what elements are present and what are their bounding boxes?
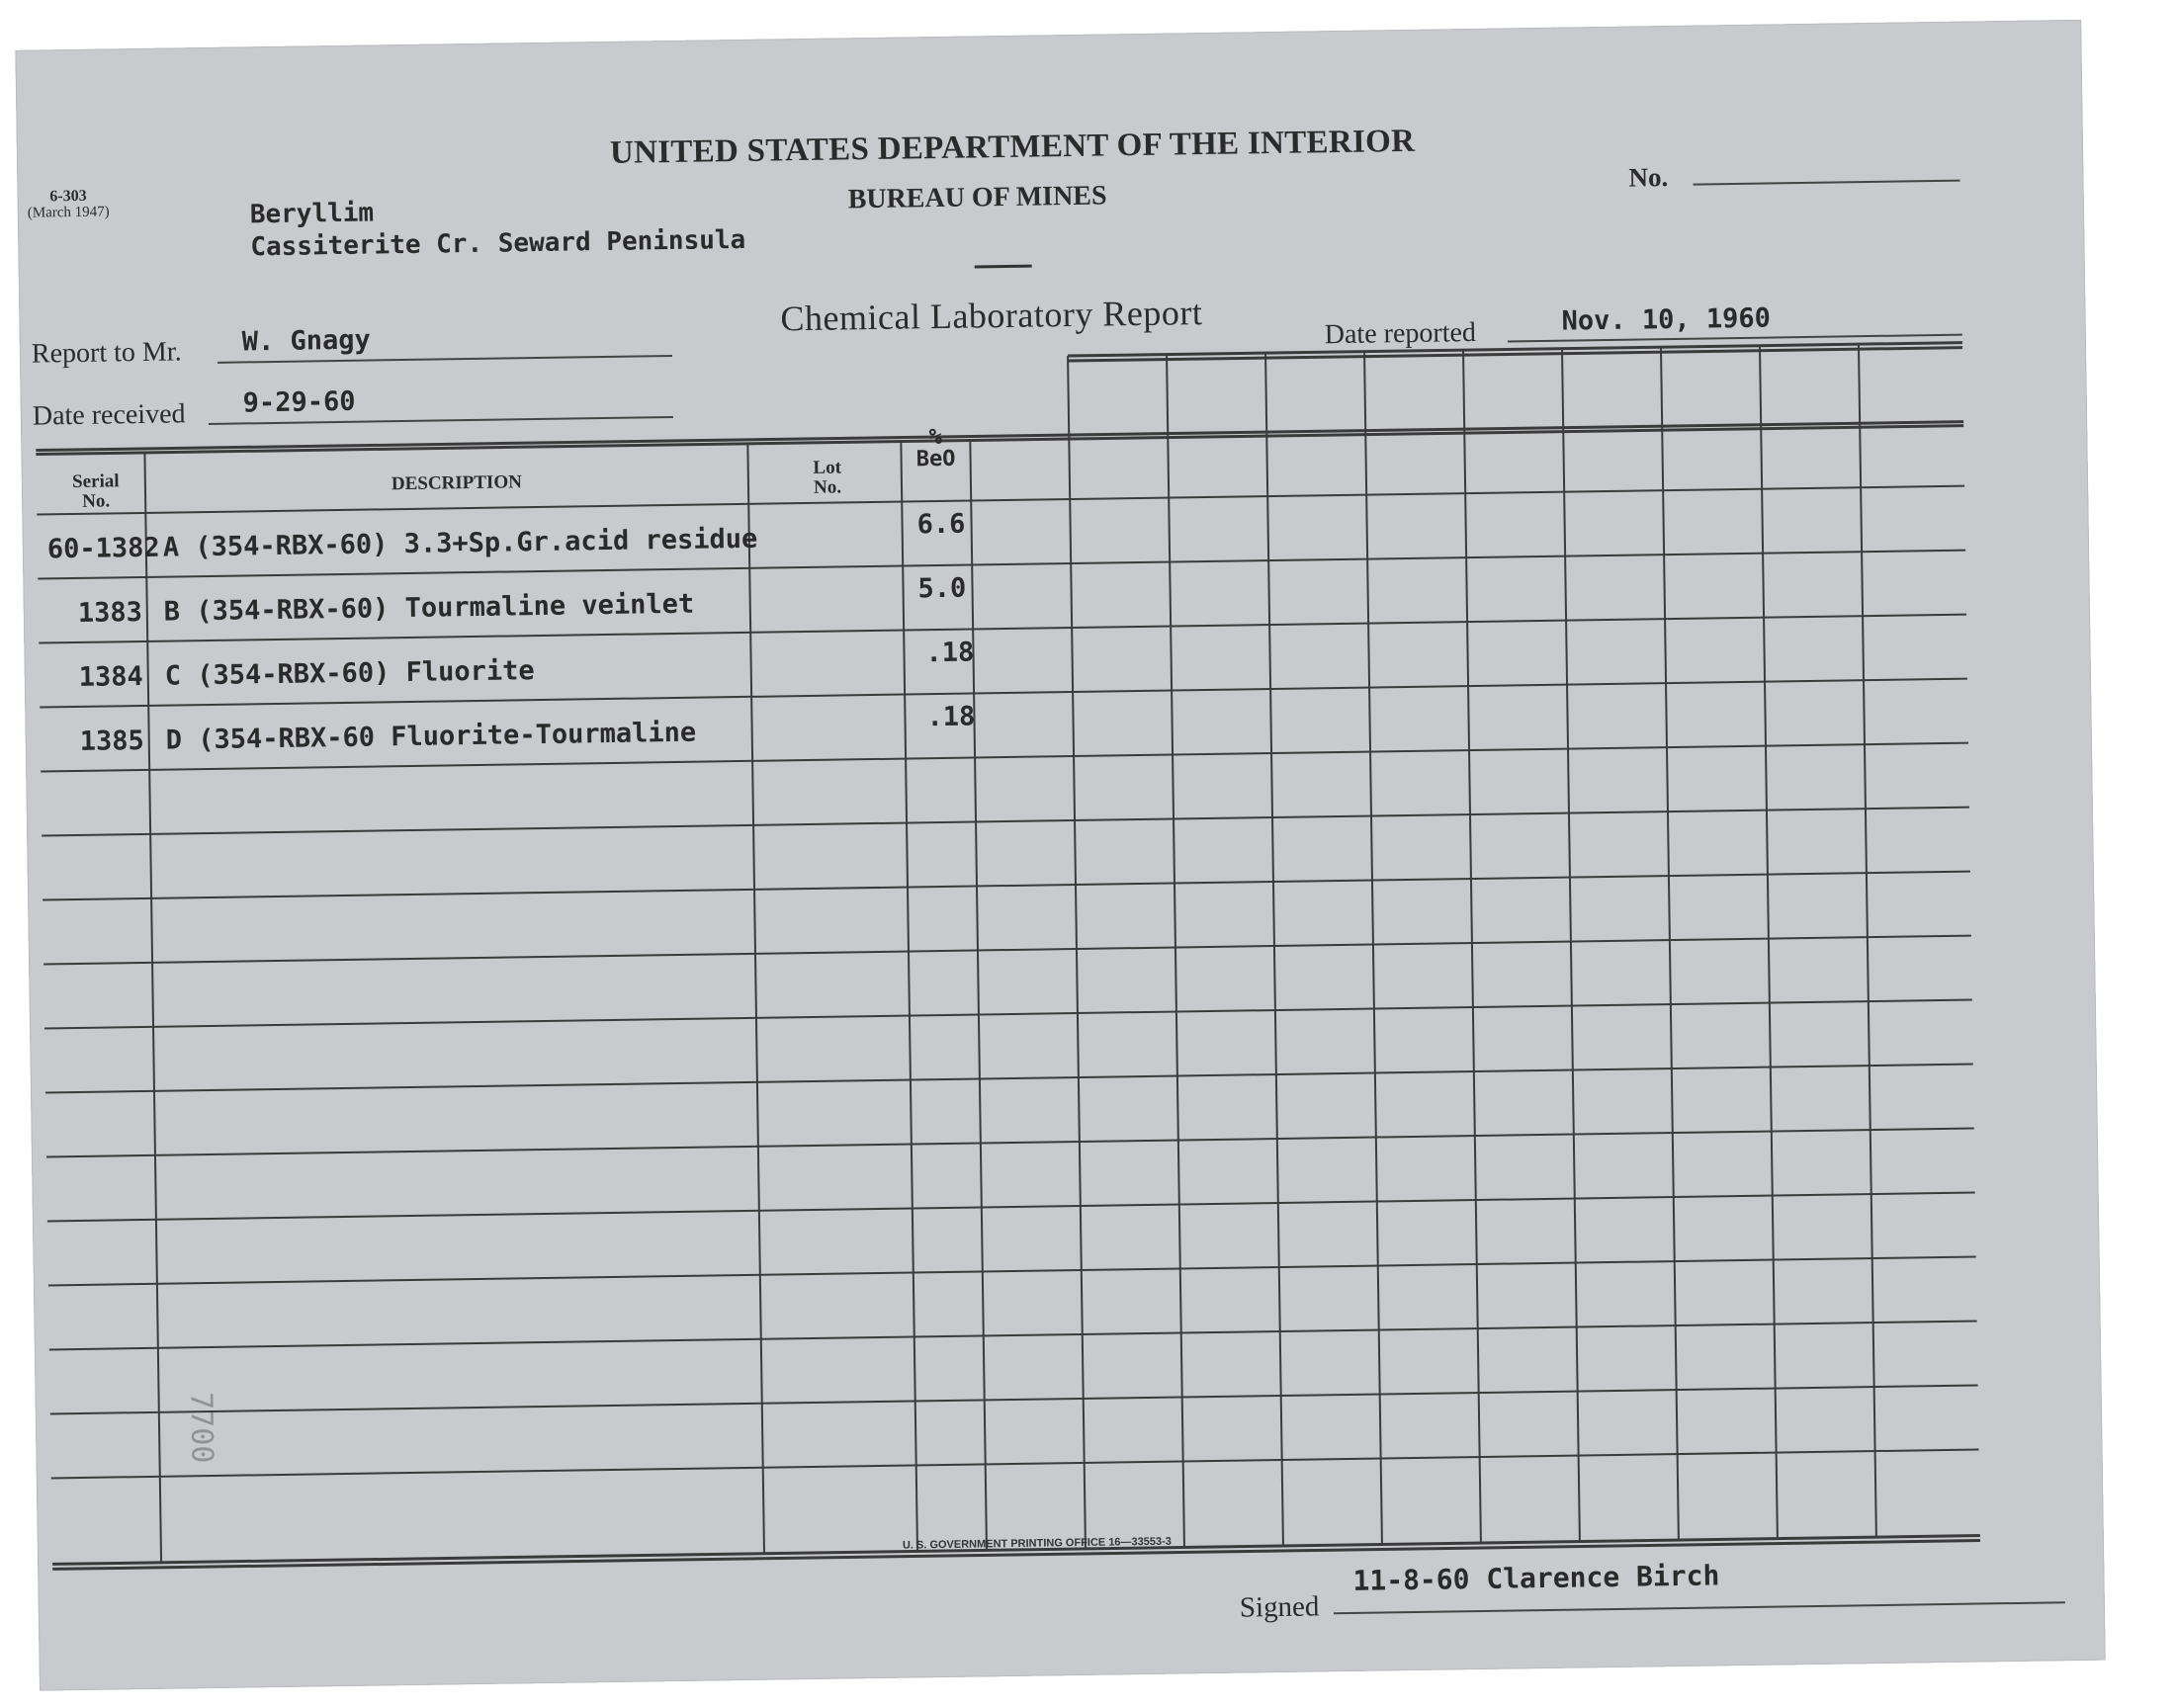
row-3-serial: 1384: [78, 660, 144, 693]
header-serial-no: Serial No.: [71, 470, 120, 512]
row-4-serial: 1385: [79, 725, 144, 757]
signed-label: Signed: [1239, 1590, 1320, 1624]
row-rules: [38, 551, 1978, 1479]
header-top-rule-2: [36, 426, 1963, 455]
header-lot-no: Lot No.: [813, 457, 842, 498]
report-sheet: [15, 20, 2105, 1691]
row-1-description: A (354-RBX-60) 3.3+Sp.Gr.acid residue: [162, 523, 758, 563]
row-2-serial: 1383: [77, 596, 143, 629]
report-title: Chemical Laboratory Report: [780, 293, 1203, 339]
date-reported-label: Date reported: [1324, 316, 1477, 351]
header-beo: % BeO: [915, 424, 956, 472]
signature-value: 11-8-60 Clarence Birch: [1352, 1559, 1720, 1597]
number-label: No.: [1628, 162, 1669, 193]
row-2-beo: 5.0: [917, 572, 967, 605]
header-top-rule: [36, 422, 1963, 451]
agency-heading: UNITED STATES DEPARTMENT OF THE INTERIOR: [609, 123, 1416, 171]
subject-line-2: Cassiterite Cr. Seward Peninsula: [250, 224, 746, 263]
report-to-value: W. Gnagy: [241, 324, 372, 358]
form-code-revision: (March 1947): [27, 204, 110, 221]
printer-imprint: U. S. GOVERNMENT PRINTING OFFICE 16—33553-3: [902, 1535, 1172, 1552]
row-1-serial: 60-1382: [46, 532, 160, 565]
date-received-label: Date received: [32, 398, 186, 432]
row-3-description: C (354-RBX-60) Fluorite: [164, 655, 535, 692]
bureau-heading: BUREAU OF MINES: [847, 180, 1107, 215]
header-description: DESCRIPTION: [391, 471, 523, 495]
row-3-beo: .18: [925, 637, 975, 669]
date-received-value: 9-29-60: [242, 385, 356, 419]
header-bottom-rule: [37, 486, 1964, 515]
row-1-beo: 6.6: [916, 508, 966, 541]
row-4-beo: .18: [926, 701, 976, 733]
date-reported-value: Nov. 10, 1960: [1561, 302, 1772, 337]
row-2-description: B (354-RBX-60) Tourmaline veinlet: [163, 588, 695, 628]
row-4-description: D (354-RBX-60 Fluorite-Tourmaline: [165, 717, 697, 756]
margin-stamp-faint: 7700: [183, 1391, 219, 1464]
column-rules: [143, 344, 1876, 1563]
form-code-number: 6-303: [49, 187, 87, 206]
report-to-label: Report to Mr.: [31, 336, 182, 370]
subject-line-1: Beryllim: [249, 198, 375, 230]
results-table-grid: [15, 20, 2105, 1691]
